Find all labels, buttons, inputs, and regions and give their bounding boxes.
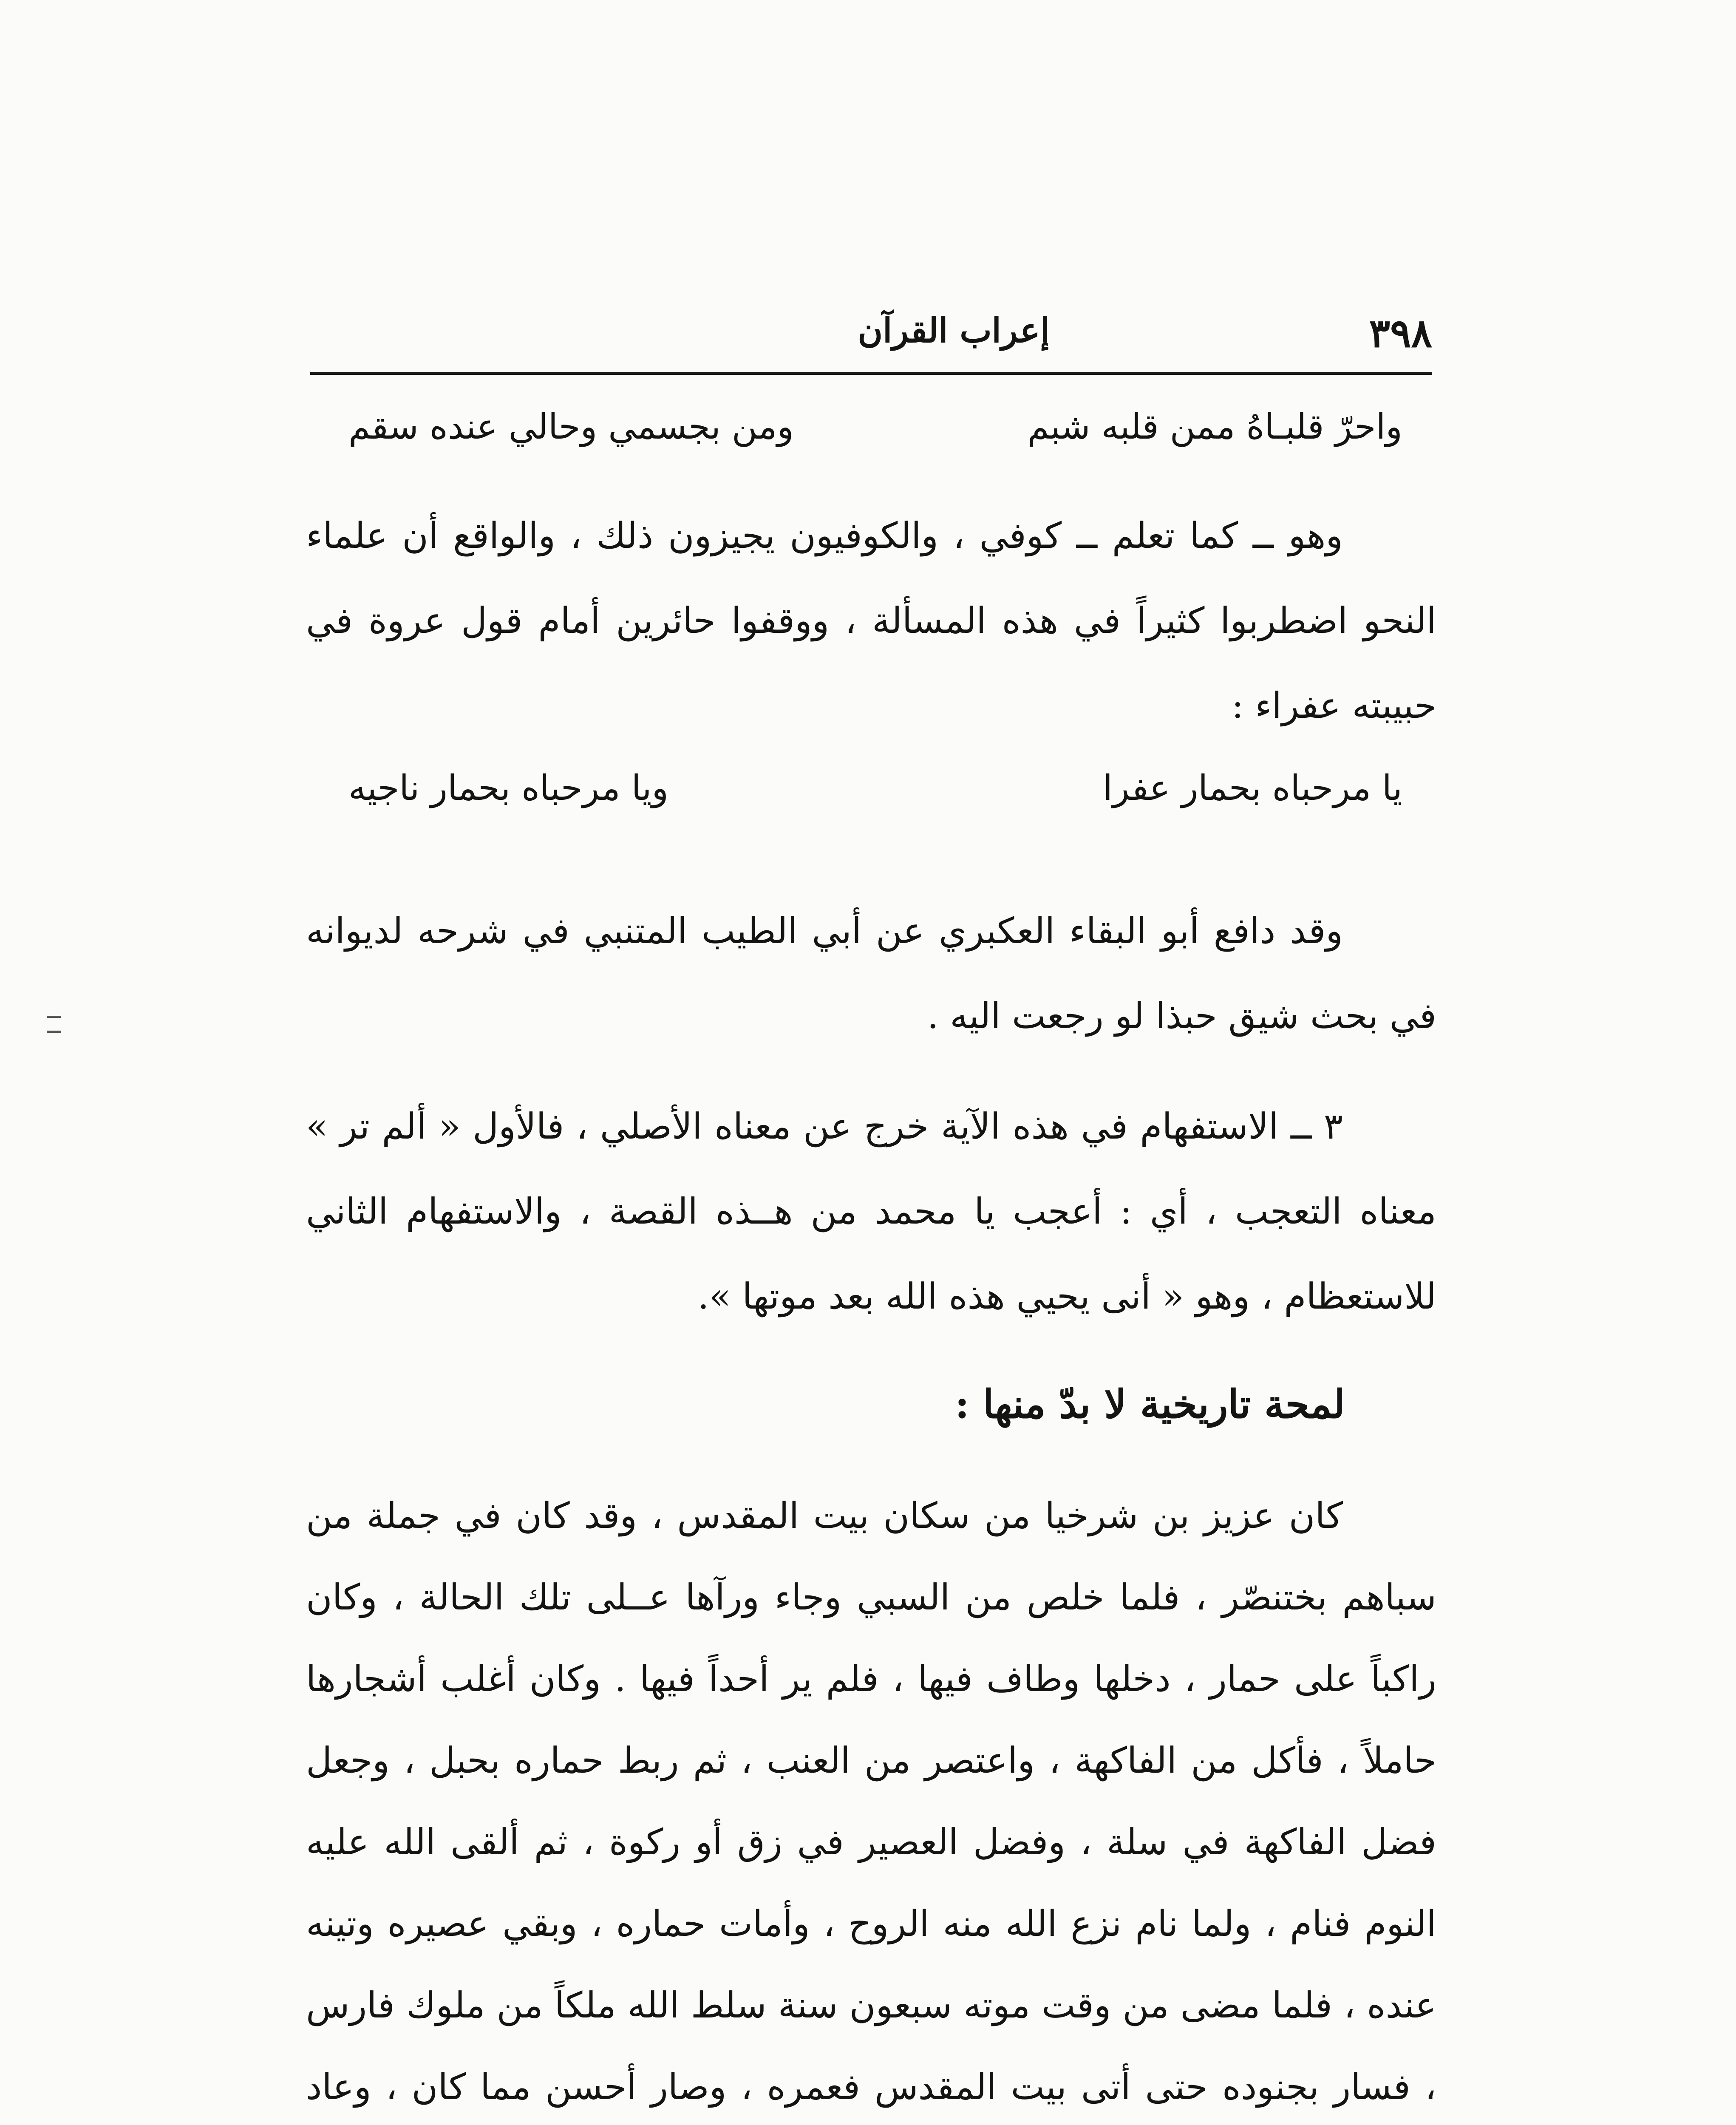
verse-first-hemistich: واحرّ قلبـاهُ ممن قلبه شبم (1027, 407, 1402, 447)
page-header (310, 298, 1432, 366)
section-heading: لمحة تاريخية لا بدّ منها : (954, 1381, 1345, 1427)
paragraph-text: وقد دافع أبو البقاء العكبري عن أبي الطيب المتنبي في شرحه لديوانه في بحث شيق حبذا لو رجعت اليه . (306, 910, 1436, 1037)
page-number: ٣٩٨ (1369, 310, 1432, 356)
paragraph-text: ٣ ــ الاستفهام في هذه الآية خرج عن معناه الأصلي ، فالأول « ألم تر » معناه التعجب ، أي : أعجب يا محمد من هــذه القصة ، والاستفهام الثاني للاستعظام ، وهو « أنى يحيي هذه الله بعد موتها ». (306, 1105, 1436, 1317)
body-paragraph (306, 1475, 1436, 2125)
header-rule (310, 372, 1432, 375)
body-paragraph (306, 888, 1436, 1058)
running-title: إعراب القرآن (858, 310, 1050, 350)
body-paragraph (306, 1084, 1436, 1339)
poetry-verse (348, 761, 1402, 816)
margin-mark (47, 1016, 61, 1033)
verse-first-hemistich: يا مرحباه بحمار عفرا (1103, 768, 1402, 808)
paragraph-text: وهو ــ كما تعلم ــ كوفي ، والكوفيون يجيزون ذلك ، والواقع أن علماء النحو اضطربوا كثيراً في هذه المسألة ، ووقفوا حائرين أمام قول عروة في حبيبته عفراء : (306, 515, 1436, 726)
verse-second-hemistich: ومن بجسمي وحالي عنده سقم (348, 407, 794, 447)
paragraph-text: كان عزيز بن شرخيا من سكان بيت المقدس ، وقد كان في جملة من سباهم بختنصّر ، فلما خلص من السبي وجاء ورآها عــلى تلك الحالة ، وكان راكباً على حمار ، دخلها وطاف فيها ، فلم ير أحداً فيها . وكان أغلب أشجارها حاملاً ، فأكل من الفاكهة ، واعتصر من العنب ، ثم ربط حماره بحبل ، وجعل فضل الفاكهة في سلة ، وفضل العصير في زق أو ركوة ، ثم ألقى الله عليه النوم فنام ، ولما نام نزع الله منه الروح ، وأمات حماره ، وبقي عصيره وتينه عنده ، فلما مضى من وقت موته سبعون سنة سلط الله ملكاً من ملوك فارس ، فسار بجنوده حتى أتى بيت المقدس فعمره ، وصار أحسن مما كان ، وعاد (306, 1495, 1437, 2108)
body-paragraph (306, 493, 1436, 748)
verse-second-hemistich: ويا مرحباه بحمار ناجيه (348, 768, 669, 808)
poetry-verse (348, 400, 1402, 455)
